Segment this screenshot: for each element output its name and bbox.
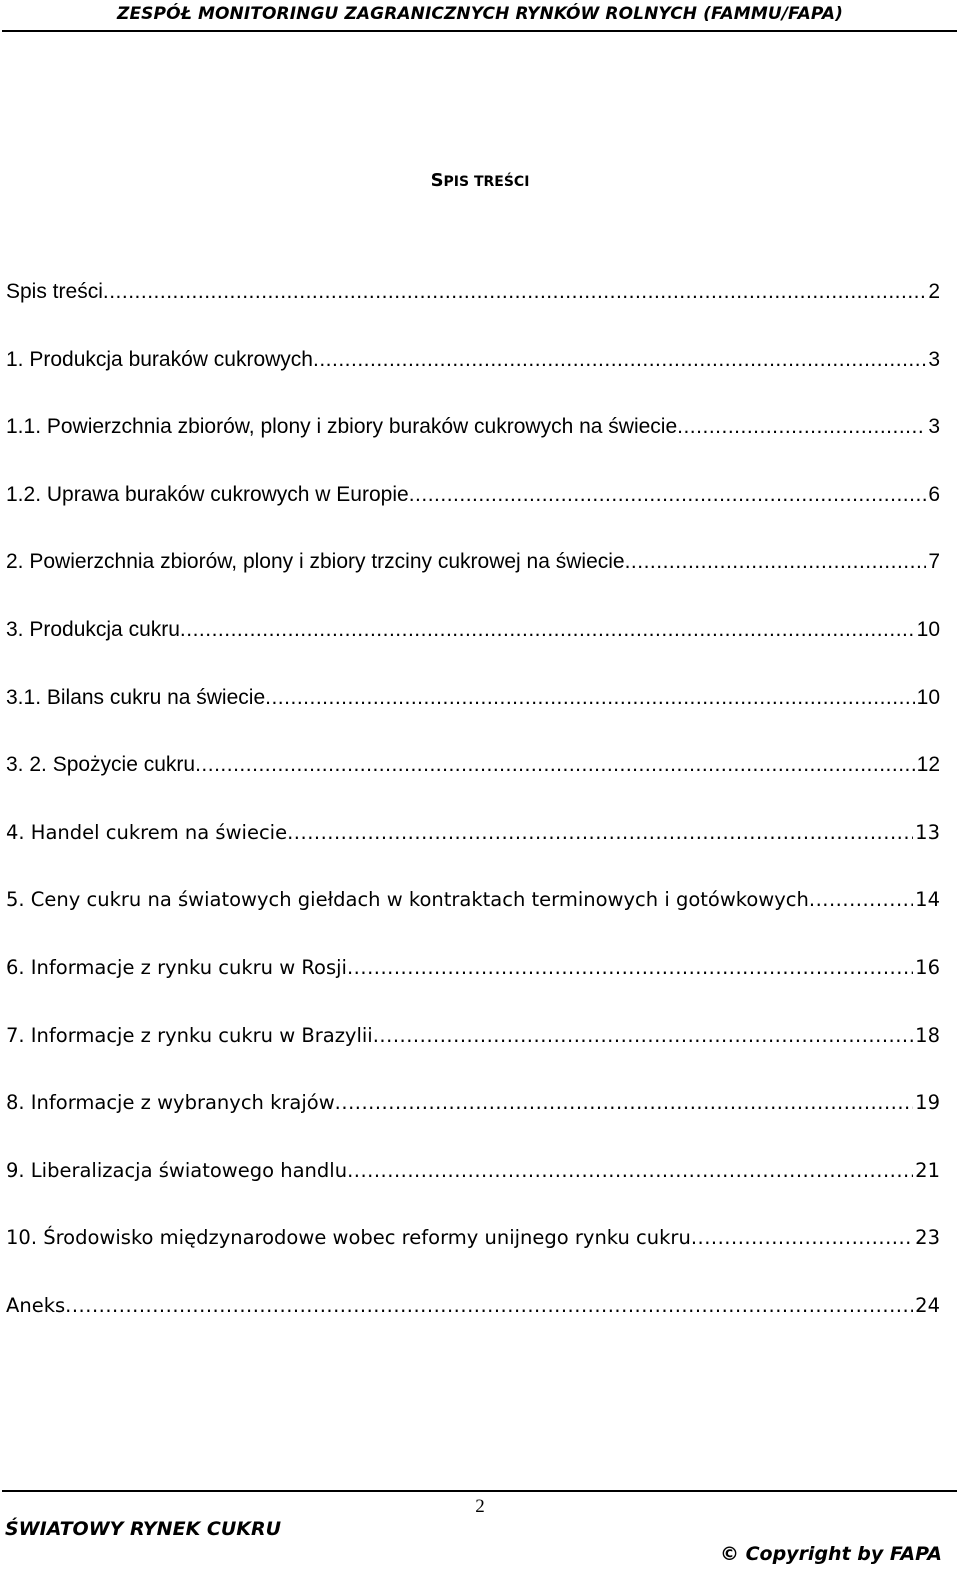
toc-page-number: 21 xyxy=(915,1158,940,1182)
page-number: 2 xyxy=(475,1496,485,1517)
toc-entry[interactable] xyxy=(6,1292,940,1360)
toc-entry[interactable] xyxy=(6,819,940,887)
toc-page-number: 13 xyxy=(915,820,940,844)
toc-entry[interactable] xyxy=(6,1089,940,1157)
toc-entry[interactable] xyxy=(6,346,940,414)
toc-entry[interactable] xyxy=(6,886,940,954)
toc-entry[interactable] xyxy=(6,548,940,616)
toc-entry-text: 4. Handel cukrem na świecie xyxy=(6,820,288,844)
toc-entry-text: 3.1. Bilans cukru na świecie xyxy=(6,685,266,709)
toc-page-number: 18 xyxy=(915,1023,940,1047)
toc-page-number: 12 xyxy=(916,753,940,777)
toc-page-number: 2 xyxy=(928,280,940,303)
footer-divider xyxy=(2,1490,957,1492)
toc-entry[interactable] xyxy=(6,751,940,819)
toc-leader xyxy=(313,346,926,374)
toc-entry[interactable] xyxy=(6,413,940,481)
toc-leader xyxy=(195,751,915,779)
toc-leader xyxy=(287,819,913,847)
toc-leader xyxy=(103,278,926,306)
toc-entry-text: 9. Liberalizacja światowego handlu xyxy=(6,1158,348,1182)
footer-copyright: © Copyright by FAPA xyxy=(719,1543,942,1565)
toc-page-number: 6 xyxy=(928,482,940,506)
toc-entry-text: 8. Informacje z wybranych krajów xyxy=(6,1091,335,1115)
toc-entry-text: 3. Produkcja cukru xyxy=(6,617,180,641)
toc-entry-text: Spis treści xyxy=(6,280,103,303)
toc-entry[interactable] xyxy=(6,1022,940,1090)
toc-entry-text: 1. Produkcja buraków cukrowych xyxy=(6,347,313,371)
toc-leader xyxy=(347,954,913,982)
toc-leader xyxy=(409,481,927,509)
toc-entry-text: 10. Środowisko międzynarodowe wobec reformy unijnego rynku cukru xyxy=(6,1226,691,1250)
document-header-title: ZESPÓŁ MONITORINGU ZAGRANICZNYCH RYNKÓW ROLNYCH (FAMMU/FAPA) xyxy=(117,4,843,24)
toc-heading-rest: PIS TREŚCI xyxy=(443,174,530,190)
toc-entry[interactable] xyxy=(6,954,940,1022)
toc-entry-text: 7. Informacje z rynku cukru w Brazylii xyxy=(6,1023,373,1047)
toc-entry[interactable] xyxy=(6,1224,940,1292)
toc-page-number: 10 xyxy=(916,685,940,709)
toc-leader xyxy=(625,548,927,576)
toc-page-number: 19 xyxy=(915,1091,940,1115)
toc-entry[interactable] xyxy=(6,1157,940,1225)
toc-leader xyxy=(335,1089,914,1117)
table-of-contents xyxy=(6,278,940,1360)
header-divider xyxy=(2,30,957,32)
toc-leader xyxy=(65,1292,913,1320)
toc-page-number: 24 xyxy=(915,1293,940,1317)
toc-leader xyxy=(809,886,913,914)
toc-page-number: 23 xyxy=(915,1226,940,1250)
toc-page-number: 14 xyxy=(915,888,940,912)
toc-page-number: 16 xyxy=(915,955,940,979)
toc-entry[interactable] xyxy=(6,616,940,684)
footer-publication-title: ŚWIATOWY RYNEK CUKRU xyxy=(5,1518,282,1540)
toc-leader xyxy=(373,1022,913,1050)
toc-page-number: 3 xyxy=(928,347,940,371)
toc-leader xyxy=(677,413,926,441)
toc-page-number: 10 xyxy=(916,617,940,641)
toc-leader xyxy=(265,684,915,712)
toc-leader xyxy=(347,1157,913,1185)
toc-entry-text: 1.2. Uprawa buraków cukrowych w Europie xyxy=(6,482,409,506)
toc-entry[interactable] xyxy=(6,278,940,346)
toc-leader xyxy=(180,616,915,644)
toc-heading xyxy=(0,170,960,191)
toc-entry-text: 1.1. Powierzchnia zbiorów, plony i zbiory buraków cukrowych na świecie xyxy=(6,415,678,439)
toc-page-number: 7 xyxy=(928,550,940,574)
toc-entry-text: 6. Informacje z rynku cukru w Rosji xyxy=(6,955,347,979)
toc-entry-text: 2. Powierzchnia zbiorów, plony i zbiory trzciny cukrowej na świecie xyxy=(6,550,625,574)
toc-leader xyxy=(691,1224,913,1252)
toc-entry-text: 5. Ceny cukru na światowych giełdach w kontraktach terminowych i gotówkowych xyxy=(6,888,809,912)
toc-heading-initial: S xyxy=(430,170,444,191)
toc-entry[interactable] xyxy=(6,481,940,549)
toc-entry-text: Aneks xyxy=(6,1293,66,1317)
toc-page-number: 3 xyxy=(928,415,940,439)
toc-entry[interactable] xyxy=(6,684,940,752)
toc-entry-text: 3. 2. Spożycie cukru xyxy=(6,753,196,777)
